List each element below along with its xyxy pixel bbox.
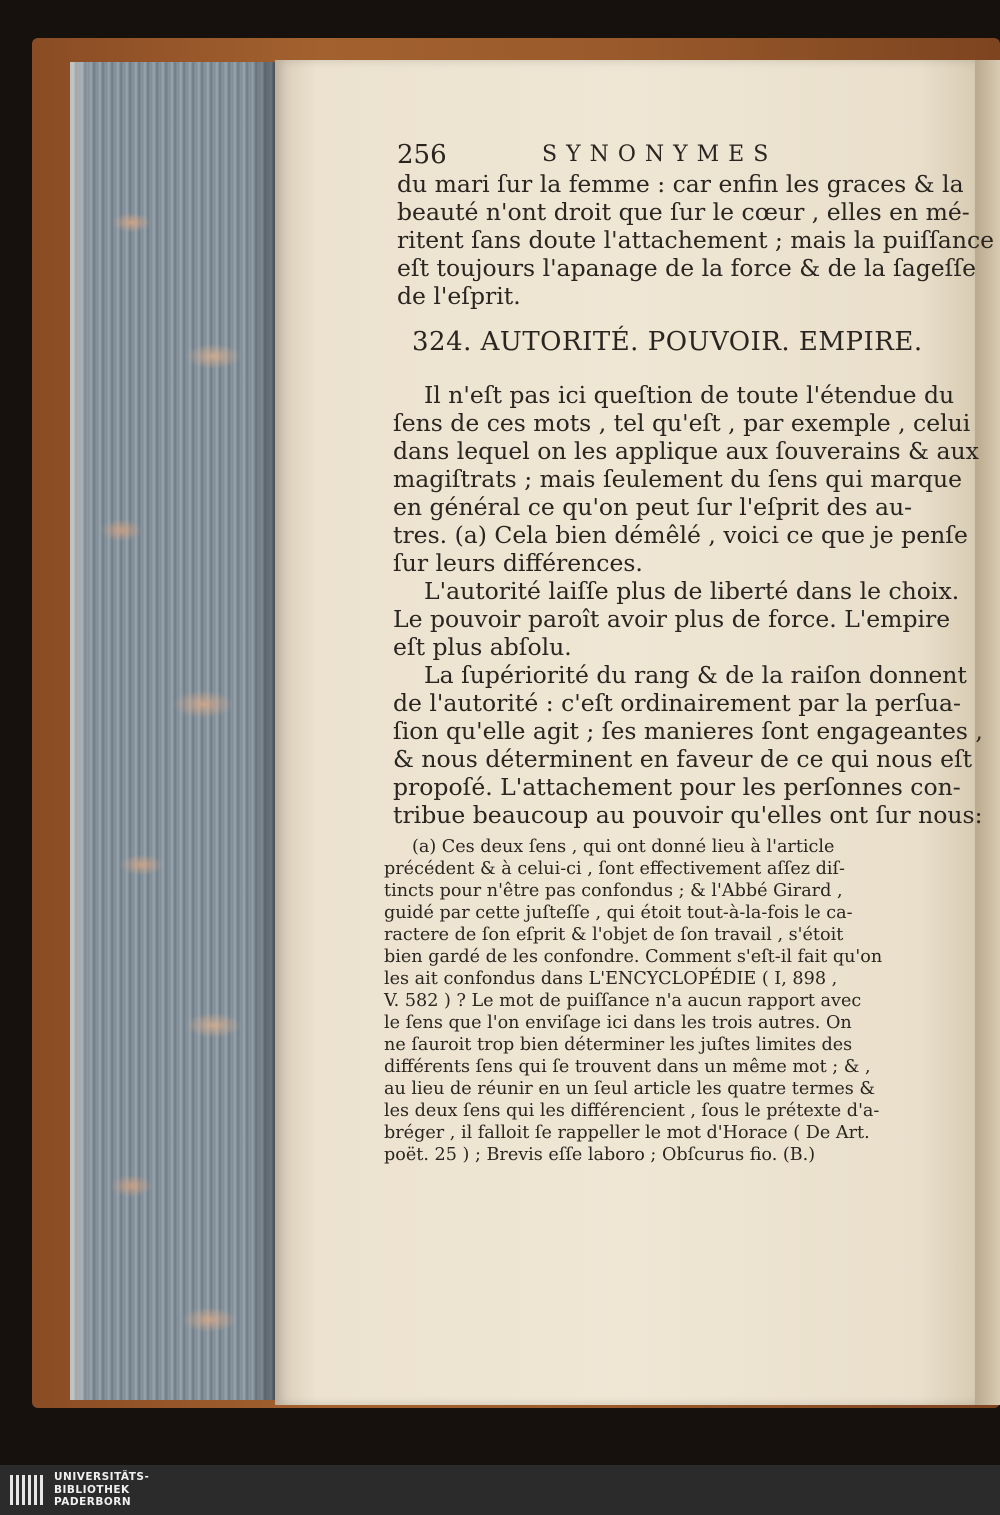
text-line: eſt plus abſolu.	[393, 633, 572, 661]
footnote-line: les deux ſens qui les différencient , ſous le prétexte d'a-	[384, 1101, 880, 1121]
text-line: eſt toujours l'apanage de la force & de la ſageſſe	[397, 254, 976, 282]
footnote-line: ractere de ſon eſprit & l'objet de ſon travail , s'étoit	[384, 925, 844, 945]
footnote-line: bréger , il falloit ſe rappeller le mot d'Horace ( De Art.	[384, 1123, 870, 1143]
text-line: L'autorité laiſſe plus de liberté dans le choix.	[424, 577, 960, 605]
page-number: 256	[397, 140, 447, 170]
library-name-line: PADERBORN	[54, 1496, 132, 1508]
text-line: ſur leurs différences.	[393, 549, 643, 577]
footnote-line: différents ſens qui ſe trouvent dans un même mot ; & ,	[384, 1057, 871, 1077]
text-line: ſens de ces mots , tel qu'eſt , par exemple , celui	[393, 409, 971, 437]
library-name-line: UNIVERSITÄTS-	[54, 1471, 150, 1483]
text-line: du mari ſur la femme : car enfin les graces & la	[397, 170, 964, 198]
text-line: ſion qu'elle agit ; ſes manieres ſont engageantes ,	[393, 717, 983, 745]
page-header	[397, 138, 897, 172]
footnote-line: le ſens que l'on enviſage ici dans les trois autres. On	[384, 1013, 852, 1033]
text-line: & nous déterminent en faveur de ce qui nous eſt	[393, 745, 973, 773]
running-head: SYNONYMES	[542, 142, 778, 167]
text-line: en général ce qu'on peut ſur l'eſprit des au-	[393, 493, 913, 521]
footnote-line: (a) Ces deux ſens , qui ont donné lieu à l'article	[412, 837, 835, 857]
footnote-line: guidé par cette juſteſſe , qui étoit tout-à-la-fois le ca-	[384, 903, 853, 923]
text-line: de l'eſprit.	[397, 282, 521, 310]
text-line: Il n'eſt pas ici queſtion de toute l'étendue du	[424, 381, 955, 409]
text-line: ritent ſans doute l'attachement ; mais la puiſſance	[397, 226, 995, 254]
footnote-line: V. 582 ) ? Le mot de puiſſance n'a aucun rapport avec	[384, 991, 862, 1011]
footnote-line: au lieu de réunir en un ſeul article les quatre termes &	[384, 1079, 876, 1099]
footnote-line: les ait confondus dans L'ENCYCLOPÉDIE ( I, 898 ,	[384, 969, 838, 989]
text-line: tribue beaucoup au pouvoir qu'elles ont ſur nous:	[393, 801, 983, 829]
footnote-line: poët. 25 ) ; Brevis eſſe laboro ; Obſcurus fio. (B.)	[384, 1145, 816, 1165]
text-line: beauté n'ont droit que ſur le cœur , elles en mé-	[397, 198, 970, 226]
marbled-page-edges	[70, 62, 275, 1400]
text-line: de l'autorité : c'eſt ordinairement par la perſua-	[393, 689, 961, 717]
footnote-line: précédent & à celui-ci , ſont effectivement aſſez diſ-	[384, 859, 845, 879]
library-name	[54, 1471, 254, 1509]
text-line: La ſupériorité du rang & de la raiſon donnent	[424, 661, 967, 689]
text-line: propoſé. L'attachement pour les perſonnes con-	[393, 773, 961, 801]
footnote-line: bien gardé de les confondre. Comment s'eſt-il fait qu'on	[384, 947, 883, 967]
text-line: tres. (a) Cela bien démêlé , voici ce que je penſe	[393, 521, 968, 549]
footnote-line: ne ſauroit trop bien déterminer les juſtes limites des	[384, 1035, 853, 1055]
footnote-line: tincts pour n'être pas confondus ; & l'Abbé Girard ,	[384, 881, 843, 901]
text-line: dans lequel on les applique aux ſouverains & aux	[393, 437, 979, 465]
library-footer	[0, 1465, 1000, 1515]
article-heading: 324. AUTORITÉ. POUVOIR. EMPIRE.	[412, 327, 923, 357]
text-line: Le pouvoir paroît avoir plus de force. L'empire	[393, 605, 951, 633]
library-logo-icon	[10, 1475, 46, 1505]
text-line: magiſtrats ; mais ſeulement du ſens qui marque	[393, 465, 963, 493]
library-name-line: BIBLIOTHEK	[54, 1483, 130, 1496]
